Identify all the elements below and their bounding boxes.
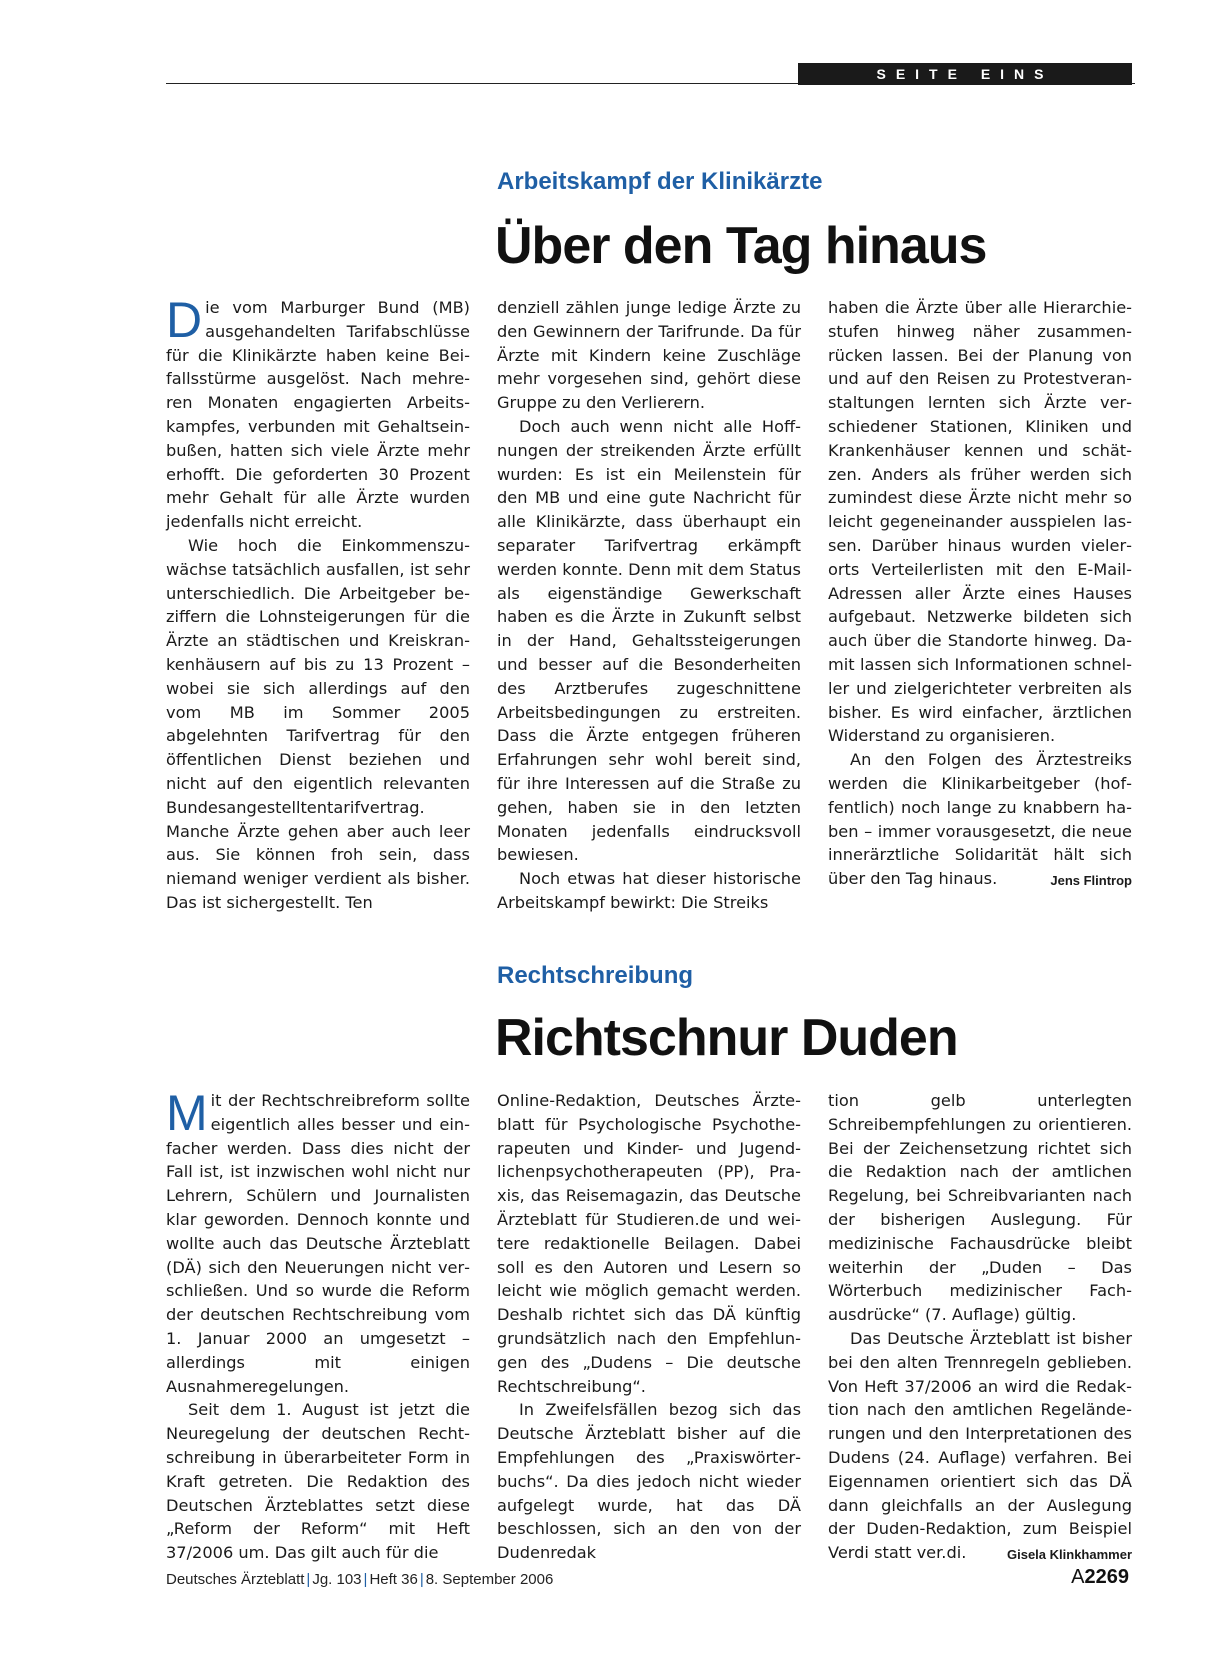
article1-dropcap: D [166, 292, 203, 348]
article2-col2-paragraph-2: In Zweifelsfällen bezog sich das Deutsche Ärzteblatt bisher auf die Empfehlungen des „Praxiswörterbuchs“. Da dies jedoch nicht wieder aufgelegt wurde, hat das DÄ beschlossen, sich an den von der Dudenredak [497, 1400, 801, 1563]
footer-volume: Jg. 103 [312, 1571, 362, 1588]
footer-date: 8. September 2006 [425, 1571, 554, 1588]
page-number [1071, 1566, 1129, 1589]
article1-col3-p2-text: An den Folgen des Ärztestreiks werden die Klinikarbeitgeber (hoffentlich) noch lange zu knabbern haben – immer vorausgesetzt, die neue innerärztliche Solidarität hält sich über den Tag hinaus. [828, 750, 1132, 889]
page-prefix: A [1071, 1566, 1085, 1588]
footer-issue: Heft 36 [369, 1571, 418, 1588]
article1-col1-paragraph-2: Wie hoch die Einkommenszuwächse tatsächlich ausfallen, ist sehr unterschiedlich. Die Arbeitgeber beziffern die Lohnsteigerungen für die Ärzte an städtischen und Kreiskrankenhäusern auf bis zu 13 Prozent – wobei sie sich allerdings auf den vom MB im Sommer 2005 abgelehnten Tarifvertrag für den öffentlichen Dienst beziehen und nicht auf den eigentlich relevanten Bundesangestelltentarifvertrag. Manche Ärzte gehen aber auch leer aus. Sie können froh sein, dass niemand weniger verdient als bisher. Das ist sichergestellt. Ten [166, 535, 470, 912]
article1-column-2 [497, 296, 801, 915]
article2-author: Gisela Klinkhammer [1007, 1547, 1132, 1563]
section-badge: SEITE EINS [798, 63, 1132, 85]
article2-col1-paragraph-2: Seit dem 1. August ist jetzt die Neuregelung der deutschen Rechtschreibung in überarbeiteter Form in Kraft getreten. Die Redaktion des Deutschen Ärzteblattes setzt diese „Reform der Reform“ mit Heft 37/2006 um. Das gilt auch für die [166, 1400, 470, 1563]
article2-col2-paragraph-1: Online-Redaktion, Deutsches Ärzteblatt für Psychologische Psychotherapeuten und Kinder- und Jugendlichenpsychotherapeuten (PP), Praxis, das Reisemagazin, das Deutsche Ärzteblatt für Studieren.de und weitere redaktionelle Beilagen. Dabei soll es den Autoren und Lesern so leicht wie möglich gemacht werden. Deshalb richtet sich das DÄ künftig grundsätzlich nach den Empfehlungen des „Dudens – Die deutsche Rechtschreibung“. [497, 1091, 801, 1396]
article1-column-1 [166, 292, 470, 915]
article2-kicker: Rechtschreibung [497, 962, 694, 989]
article2-dropcap: M [166, 1085, 208, 1141]
article2-col1-p1-text: it der Rechtschreibreform sollte eigentlich alles besser und einfacher werden. Dass dies nicht der Fall ist, ist inzwischen wohl nicht nur Lehrern, Schülern und Journalisten klar geworden. Dennoch konnte und wollte auch das Deutsche Ärzteblatt (DÄ) sich den Neuerungen nicht verschließen. Und so wurde die Reform der deutschen Rechtschreibung vom 1. Januar 2000 an umgesetzt – allerdings mit einigen Ausnahmeregelungen. [166, 1091, 470, 1396]
article1-title: Über den Tag hinaus [495, 217, 987, 275]
footer-separator: | [363, 1571, 368, 1588]
page-number-value: 2269 [1084, 1566, 1129, 1588]
footer-separator: | [306, 1571, 311, 1588]
article2-column-2 [497, 1089, 801, 1565]
article2-col3-paragraph-2 [828, 1327, 1132, 1565]
article1-author: Jens Flintrop [1050, 873, 1132, 889]
footer-journal: Deutsches Ärzteblatt [166, 1571, 305, 1588]
article1-col3-paragraph-2 [828, 748, 1132, 891]
article2-col1-paragraph-1 [166, 1085, 470, 1398]
article2-column-3 [828, 1089, 1132, 1567]
article1-col1-p1-text: ie vom Marburger Bund (MB) ausgehandelten Tarifabschlüsse für die Klinikärzte haben keine Beifallsstürme ausgelöst. Nach mehreren Monaten engagierten Arbeitskampfes, verbunden mit Gehaltseinbußen, hatten sich viele Ärzte mehr erhofft. Die geforderten 30 Prozent mehr Gehalt für alle Ärzte wurden jedenfalls nicht erreicht. [166, 298, 470, 532]
article2-col3-paragraph-1: tion gelb unterlegten Schreibempfehlungen zu orientieren. Bei der Zeichensetzung richtet sich die Redaktion nach der amtlichen Regelung, bei Schreibvarianten nach der bisherigen Auslegung. Für medizinische Fachausdrücke bleibt weiterhin der „Duden – Das Wörterbuch medizinischer Fachausdrücke“ (7. Auflage) gültig. [828, 1091, 1132, 1325]
article1-col2-paragraph-1: denziell zählen junge ledige Ärzte zu den Gewinnern der Tarifrunde. Da für Ärzte mit Kindern keine Zuschläge mehr vorgesehen sind, gehört diese Gruppe zu den Verlierern. [497, 298, 801, 413]
article1-col1-paragraph-1 [166, 292, 470, 534]
footer-separator: | [419, 1571, 424, 1588]
article2-col3-p2-text: Das Deutsche Ärzteblatt ist bisher bei den alten Trennregeln geblieben. Von Heft 37/2006 an wird die Redaktion nach den amtlichen Regeländerungen und den Interpretationen des Dudens (24. Auflage) verfahren. Bei Eigennamen orientiert sich das DÄ dann gleichfalls an der Auslegung der Duden-Redaktion, zum Beispiel Verdi statt ver.di. [828, 1328, 1132, 1563]
article1-col2-paragraph-3: Noch etwas hat dieser historische Arbeitskampf bewirkt: Die Streiks [497, 869, 801, 912]
article1-column-3 [828, 296, 1132, 893]
article1-col2-paragraph-2: Doch auch wenn nicht alle Hoffnungen der streikenden Ärzte erfüllt wurden: Es ist ein Meilenstein für den MB und eine gute Nachricht für alle Klinikärzte, dass überhaupt ein separater Tarifvertrag erkämpft werden konnte. Denn mit dem Status als eigenständige Gewerkschaft haben es die Ärzte in Zukunft selbst in der Hand, Gehaltssteigerungen und besser auf die Besonderheiten des Arztberufes zugeschnittene Arbeitsbedingungen zu erstreiten. Dass die Ärzte entgegen früheren Erfahrungen sehr wohl bereit sind, für ihre Interessen auf die Straße zu gehen, haben sie in den letzten Monaten jedenfalls eindrucksvoll bewiesen. [497, 416, 801, 865]
article2-column-1 [166, 1085, 470, 1565]
article2-title: Richtschnur Duden [495, 1009, 958, 1067]
footer-citation [166, 1571, 553, 1588]
article1-kicker: Arbeitskampf der Klinikärzte [497, 168, 823, 195]
article1-col3-paragraph-1: haben die Ärzte über alle Hierarchiestufen hinweg näher zusammenrücken lassen. Bei der Planung von und auf den Reisen zu Protestveranstaltungen lernten sich Ärzte verschiedener Stationen, Kliniken und Krankenhäuser kennen und schätzen. Anders als früher werden sich zumindest diese Ärzte nicht mehr so leicht gegeneinander ausspielen lassen. Darüber hinaus wurden vielerorts Verteilerlisten mit den E-Mail-Adressen aller Ärzte eines Hauses aufgebaut. Netzwerke bildeten sich auch über die Standorte hinweg. Damit lassen sich Informationen schneller und zielgerichteter verbreiten als bisher. Es wird einfacher, ärztlichen Widerstand zu organisieren. [828, 298, 1132, 746]
